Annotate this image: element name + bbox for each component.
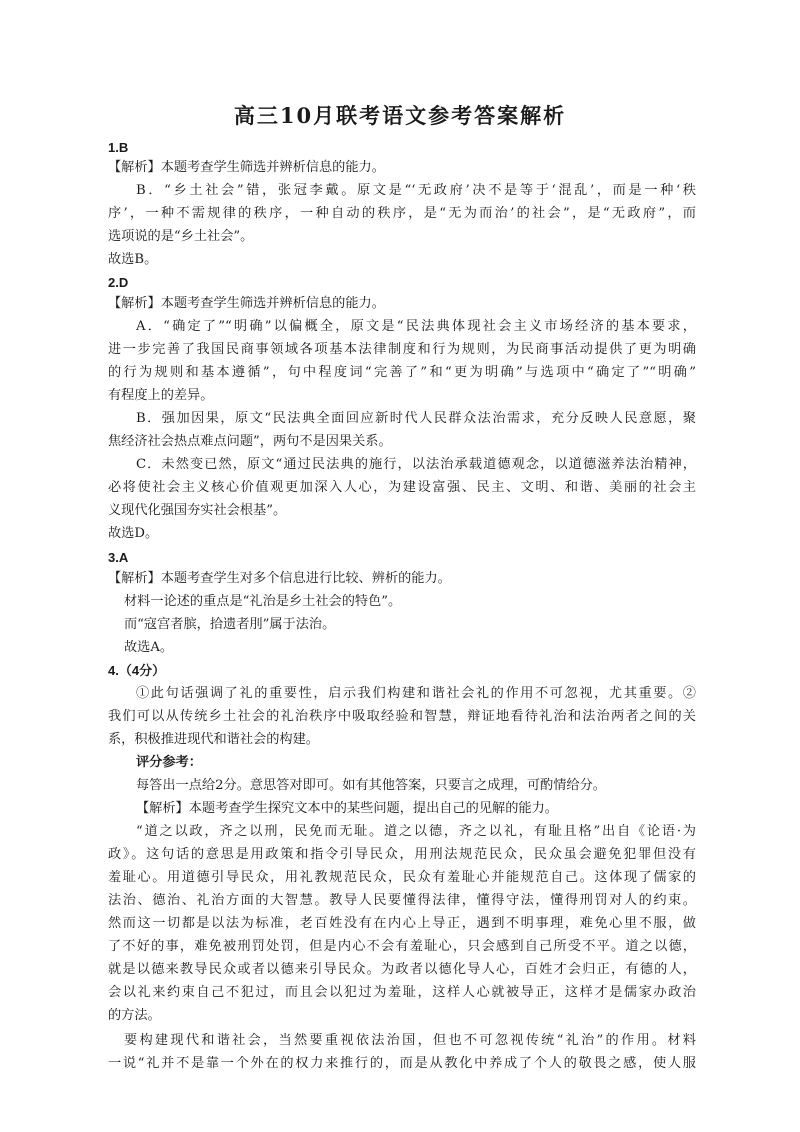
q2-conclusion: 故选D。: [108, 526, 159, 541]
q4-explanation-line2: 政》。这句话的意思是用政策和指令引导民众，用刑法规范民众，民众虽会避免犯罪但没有: [108, 847, 696, 862]
q2-option-c-line3: 义现代化强国夯实社会根基”。: [108, 503, 287, 518]
q4-further-line2: 一说“礼并不是靠一个外在的权力来推行的，而是从教化中养成了个人的敬畏之感，使人服: [108, 1056, 696, 1071]
q3-line1: 材料一论述的重点是“礼治是乡土社会的特色”。: [124, 594, 402, 609]
page-title: 高三10月联考语文参考答案解析: [233, 103, 567, 128]
q2-option-a-line4: 有程度上的差异。: [108, 388, 214, 403]
q4-explanation-line7: 就是以德来教导民众或者以德来引导民众。为政者以德化导人心，百姓才会归正，有德的人，: [108, 962, 696, 977]
q1-answer-number: 1.B: [108, 140, 129, 155]
q3-line2: 而“寇宫者膑，拾遗者刖”属于法治。: [124, 617, 336, 632]
q4-answer-number: 4.（4分）: [108, 663, 166, 678]
q4-explanation-line1: “道之以政，齐之以刑，民免而无耻。道之以德，齐之以礼，有耻且格”出自《论语·为: [136, 824, 696, 839]
q4-explanation-line3: 羞耻心。用道德引导民众，用礼教规范民众，民众有羞耻心并能规范自己。这体现了儒家的: [108, 870, 696, 885]
q2-analysis-heading: 【解析】本题考查学生筛选并辨析信息的能力。: [108, 296, 385, 311]
q2-option-a-line3: 的行为规则和基本遵循”，句中程度词“完善了”和“更为明确”与选项中“确定了”“明确”: [108, 365, 696, 380]
q1-conclusion: 故选B。: [108, 252, 158, 267]
q4-score-reference-text: 每答出一点给2分。意思答对即可。如有其他答案，只要言之成理，可酌情给分。: [136, 778, 606, 793]
q2-option-b-line2: 焦经济社会热点难点问题”，两句不是因果关系。: [108, 434, 392, 449]
q1-option-b-line1: B．“乡土社会”错，张冠李戴。原文是“‘无政府’决不是等于‘混乱’，而是一种‘秩: [136, 183, 696, 198]
q2-option-c-line2: 必将使社会主义核心价值观更加深入人心，为建设富强、民主、文明、和谐、美丽的社会主: [108, 480, 696, 495]
q1-analysis-heading: 【解析】本题考查学生筛选并辨析信息的能力。: [108, 160, 385, 175]
q1-option-b-line3: 选项说的是“乡土社会”。: [108, 229, 254, 244]
q3-analysis-heading: 【解析】本题考查学生对多个信息进行比较、辨析的能力。: [108, 571, 451, 586]
q4-score-reference-heading: 评分参考：: [136, 755, 202, 770]
q2-option-b-line1: B．强加因果，原文“民法典全面回应新时代人民群众法治需求，充分反映人民意愿，聚: [136, 411, 696, 426]
q2-option-a-line2: 进一步完善了我国民商事领域各项基本法律制度和行为规则，为民商事活动提供了更为明确: [108, 342, 696, 357]
q1-option-b-line2: 序’，一种不需规律的秩序，一种自动的秩序，是“无为而治’的社会”，是“无政府”，而: [108, 206, 696, 221]
q3-answer-number: 3.A: [108, 550, 129, 565]
q4-further-line1: 要构建现代和谐社会，当然要重视依法治国，但也不可忽视传统“礼治”的作用。材料: [124, 1033, 696, 1048]
q4-point-line3: 系，积极推进现代和谐社会的构建。: [108, 732, 319, 747]
q3-conclusion: 故选A。: [124, 640, 174, 655]
q4-explanation-line4: 法治、德治、礼治方面的大智慧。教导人民要懂得法律，懂得守法，懂得刑罚对人的约束。: [108, 893, 696, 908]
q2-option-c-line1: C．未然变已然，原文“通过民法典的施行，以法治承载道德观念，以道德滋养法治精神，: [136, 457, 696, 472]
q4-analysis-heading: 【解析】本题考查学生探究文本中的某些问题，提出自己的见解的能力。: [136, 801, 558, 816]
q4-explanation-line9: 的方法。: [108, 1008, 161, 1023]
q4-explanation-line6: 了不好的事，难免被刑罚处罚，但是内心不会有羞耻心，只会感到自己所受不平。道之以德，: [108, 939, 696, 954]
q4-explanation-line8: 会以礼来约束自己不犯过，而且会以犯过为羞耻，这样人心就被导正，这样才是儒家办政治: [108, 985, 696, 1000]
q4-explanation-line5: 然而这一切都是以法为标准，老百姓没有在内心上导正，遇到不明事理，难免心里不服，做: [108, 916, 696, 931]
q2-answer-number: 2.D: [108, 275, 129, 290]
q4-point-line2: 我们可以从传统乡土社会的礼治秩序中吸取经验和智慧，辩证地看待礼治和法治两者之间的关: [108, 709, 696, 724]
q4-point-line1: ①此句话强调了礼的重要性，启示我们构建和谐社会礼的作用不可忽视，尤其重要。②: [136, 686, 696, 701]
q2-option-a-line1: A．“确定了”“明确”以偏概全，原文是“民法典体现社会主义市场经济的基本要求，: [136, 319, 696, 334]
